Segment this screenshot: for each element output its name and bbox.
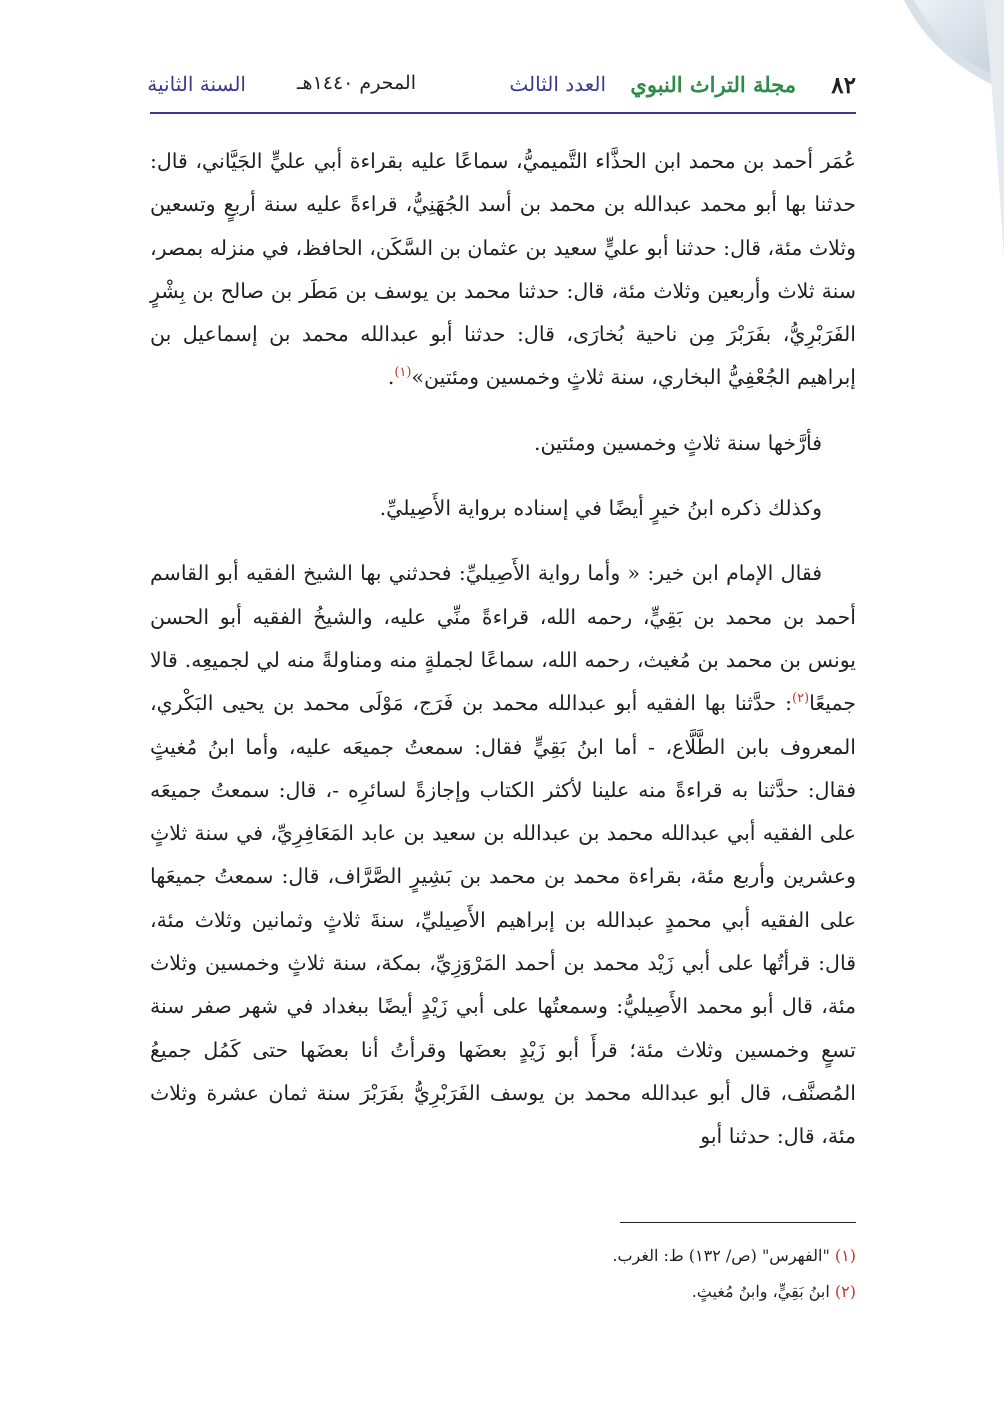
paragraph-1-text: عُمَر أحمد بن محمد ابن الحذَّاء التَّميميُّ، سماعًا عليه بقراءة أبي عليٍّ الجَيَّاني، قال: حدثنا بها أبو محمد عبدالله بن محمد بن أسد الجُهَنِيُّ، قراءةً عليه سنة أربعٍ وتسعين وثلاث مئة، قال: حدثنا أبو عليٍّ سعيد بن عثمان بن السَّكَن، الحافظ، في منزله بمصر، سنة ثلاث وأربعين وثلاث مئة، قال: حدثنا محمد بن يوسف بن مَطَر بن صالح بن بِشْرٍ الفَرَبْرِيُّ، بفَرَبْرَ مِن ناحية بُخارَى، قال: حدثنا أبو عبدالله محمد بن إسماعيل بن إبراهيم الجُعْفِيُّ البخاري، سنة ثلاثٍ وخمسين ومئتين» bbox=[150, 149, 856, 390]
header-rule bbox=[150, 112, 856, 114]
paragraph-2: فأرَّخها سنة ثلاثٍ وخمسين ومئتين. bbox=[533, 430, 822, 455]
footnote-1-text: "الفهرس" (ص/ ١٣٢) ط: الغرب. bbox=[612, 1246, 830, 1265]
issue-label: العدد الثالث bbox=[509, 72, 606, 96]
page-number: ٨٢ bbox=[831, 72, 856, 99]
volume-year: السنة الثانية bbox=[147, 72, 246, 96]
paragraph-4-text-a: فقال الإمام ابن خير: « وأما رواية الأَصِيليِّ: فحدثني بها الشيخ الفقيه أبو القاسم أحمد بن محمد بن بَقِيٍّ، رحمه الله، قراءةً منِّي عليه، والشيخُ الفقيه أبو الحسن يونس بن محمد بن مُغيث، رحمه الله، سماعًا لجملةٍ منه ومناولةً منه لي لجميعِه. قالا جميعًا bbox=[150, 561, 856, 716]
footnote-ref-2[interactable]: (٢) bbox=[792, 691, 810, 707]
paragraph-4 bbox=[150, 552, 856, 1158]
issue-date: المحرم ١٤٤٠هـ bbox=[296, 72, 416, 94]
paragraph-1 bbox=[150, 140, 856, 400]
footnote-2-text: ابنُ بَقِيٍّ، وابنُ مُغيثٍ. bbox=[691, 1282, 830, 1301]
paragraph-3: وكذلك ذكره ابنُ خيرٍ أيضًا في إسناده برواية الأَصِيليِّ. bbox=[379, 496, 822, 521]
page-header bbox=[147, 72, 856, 112]
footnote-1-number: (١) bbox=[834, 1246, 856, 1265]
footnotes bbox=[150, 1238, 856, 1310]
main-text bbox=[150, 140, 856, 1159]
paragraph-4-text-b: : حدَّثنا بها الفقيه أبو عبدالله محمد بن فَرَج، مَوْلَى محمد بن يحيى البَكْري، المعروف بابن الطَّلَّاع، - أما ابنُ بَقِيٍّ فقال: سمعتُ جميعَه عليه، وأما ابنُ مُغيثٍ فقال: حدَّثنا به قراءةً منه علينا لأكثر الكتاب وإجازةً لسائرِه -، قال: سمعتُ جميعَه على الفقيه أبي عبدالله محمد بن عبدالله بن سعيد بن عابد المَعَافِرِيِّ، في سنة ثلاثٍ وعشرين وأربع مئة، بقراءة محمد بن محمد بن بَشِيرٍ الصَّرَّاف، قال: سمعتُ جميعَها على الفقيه أبي محمدٍ عبدالله بن إبراهيم الأَصِيليِّ، سنةَ ثلاثٍ وثمانين وثلاث مئة، قال: قرأتُها على أبي زَيْد محمد بن أحمد المَرْوَزِيِّ، بمكة، سنة ثلاثٍ وخمسين وثلاث مئة، قال أبو محمد الأَصِيليُّ: وسمعتُها على أبي زَيْدٍ أيضًا ببغداد في شهر صفر سنة تسعٍ وخمسين وثلاث مئة؛ قرأَ أبو زَيْدٍ بعضَها وقرأتُ أنا بعضَها حتى كَمُل جميعُ المُصنَّف، قال أبو عبدالله محمد بن يوسف الفَرَبْرِيُّ بفَرَبْرَ سنة ثمان عشرة وثلاث مئة، قال: حدثنا أبو bbox=[150, 691, 856, 1149]
paragraph-1-end: . bbox=[387, 365, 395, 390]
footnote-separator bbox=[620, 1222, 856, 1223]
footnote-2 bbox=[150, 1274, 856, 1310]
journal-title: مجلة التراث النبوي bbox=[630, 72, 796, 97]
footnote-2-number: (٢) bbox=[834, 1282, 856, 1301]
footnote-ref-1[interactable]: (١) bbox=[394, 365, 412, 381]
footnote-1 bbox=[150, 1238, 856, 1274]
